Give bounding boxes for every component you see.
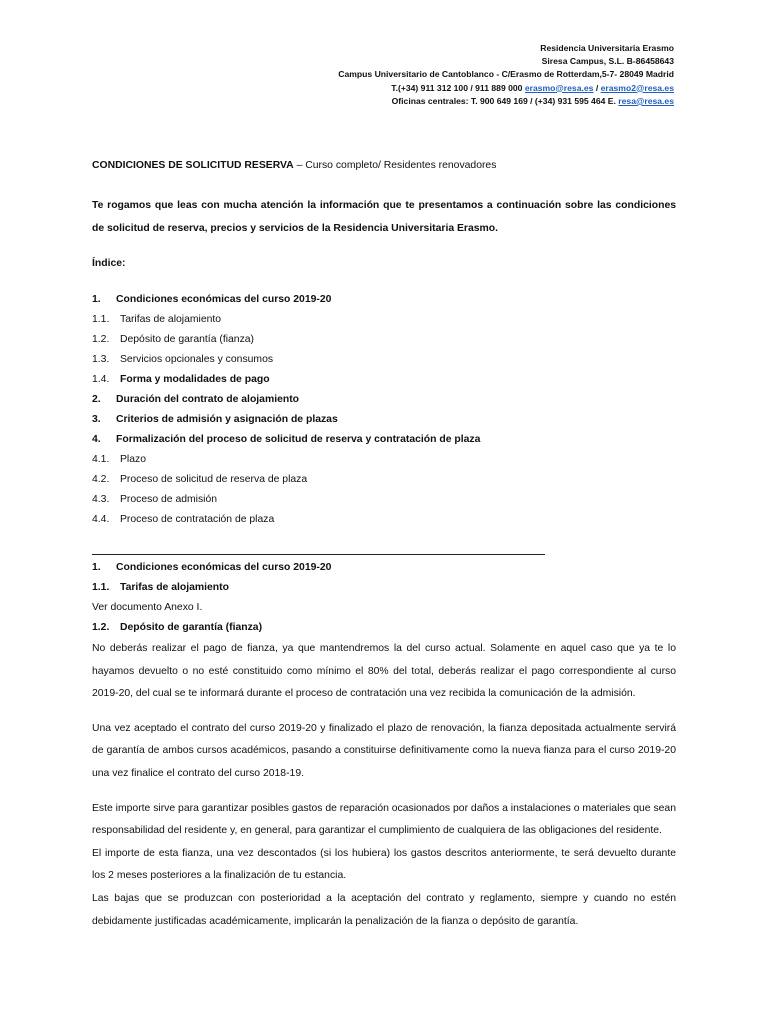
document-title	[92, 156, 676, 176]
document-body	[92, 156, 676, 933]
title-subtitle: – Curso completo/ Residentes renovadores	[293, 160, 497, 171]
toc-item	[92, 390, 676, 410]
paragraph-cancellation-penalty: Las bajas que se produzcan con posterioridad a la aceptación del contrato y reglamento, siempre y cuando no estén debidamente justificadas académicamente, implicarán la penalización de la fianza o depósito de garantía.	[92, 892, 676, 927]
paragraph-deposit-purpose: Este importe sirve para garantizar posibles gastos de reparación ocasionados por daños a instalaciones o materiales que sean responsabilidad del residente y, en general, para garantizar el cumplimiento de cualquiera de las obligaciones del residente.	[92, 802, 676, 837]
section-heading-1-2	[92, 618, 676, 638]
email-link-erasmo2[interactable]: erasmo2@resa.es	[600, 82, 674, 93]
letterhead-address: Campus Universitario de Cantoblanco - C/Erasmo de Rotterdam,5-7- 28049 Madrid	[338, 69, 674, 80]
section-divider	[92, 554, 545, 555]
section-title: Condiciones económicas del curso 2019-20	[116, 562, 332, 573]
toc-label: Duración del contrato de alojamiento	[116, 394, 300, 405]
paragraph-deposit-refund: El importe de esta fianza, una vez descontados (si los hubiera) los gastos descritos anteriormente, te será devuelto durante los 2 meses posteriores a la finalización de tu estancia.	[92, 847, 676, 882]
paragraph-deposit-renewal: Una vez aceptado el contrato del curso 2019-20 y finalizado el plazo de renovación, la fianza depositada actualmente servirá de garantía de ambos cursos académicos, pasando a constituirse definitivamente como la nueva fianza para el curso 2019-20 una vez finalice el contrato del curso 2018-19.	[92, 722, 676, 779]
toc-label: Proceso de admisión	[120, 494, 218, 505]
letterhead	[338, 42, 674, 108]
section-heading-1-1	[92, 578, 676, 598]
toc-label: Criterios de admisión y asignación de plazas	[116, 414, 338, 425]
toc-label: Forma y modalidades de pago	[120, 374, 270, 385]
toc-item	[92, 410, 676, 430]
toc-item	[92, 490, 676, 510]
toc-number: 1.3.	[92, 354, 110, 365]
central-offices-text: Oficinas centrales: T. 900 649 169 / (+34) 931 595 464 E.	[391, 95, 619, 106]
letterhead-name: Residencia Universitaria Erasmo	[540, 43, 674, 53]
toc-number: 3.	[92, 414, 101, 425]
toc-number: 4.3.	[92, 494, 110, 505]
toc-number: 1.4.	[92, 374, 110, 385]
section-number: 1.1.	[92, 582, 110, 593]
title-main: CONDICIONES DE SOLICITUD RESERVA	[92, 160, 294, 171]
toc-number: 1.2.	[92, 334, 110, 345]
toc-number: 2.	[92, 394, 101, 405]
toc-number: 1.	[92, 294, 101, 305]
toc-item	[92, 330, 676, 350]
toc-item	[92, 290, 676, 310]
toc-label: Plazo	[120, 454, 146, 465]
toc-number: 1.1.	[92, 314, 110, 325]
toc-item	[92, 510, 676, 530]
toc-item	[92, 310, 676, 330]
email-link-erasmo[interactable]: erasmo@resa.es	[524, 82, 594, 93]
section-title: Tarifas de alojamiento	[120, 582, 229, 593]
intro-paragraph: Te rogamos que leas con mucha atención la información que te presentamos a continuación sobre las condiciones de solicitud de reserva, precios y servicios de la Residencia Universitaria Erasmo.	[92, 200, 676, 234]
toc-label: Proceso de solicitud de reserva de plaza	[120, 474, 308, 485]
table-of-contents	[92, 290, 676, 530]
toc-label: Servicios opcionales y consumos	[120, 354, 274, 365]
toc-number: 4.4.	[92, 514, 110, 525]
annex-reference: Ver documento Anexo I.	[92, 602, 203, 613]
toc-label: Formalización del proceso de solicitud de reserva y contratación de plaza	[116, 434, 481, 445]
section-title: Depósito de garantía (fianza)	[120, 622, 263, 633]
toc-item	[92, 370, 676, 390]
section-number: 1.	[92, 562, 101, 573]
letterhead-company: Siresa Campus, S.L. B-86458643	[541, 56, 674, 67]
toc-item	[92, 430, 676, 450]
letterhead-phones	[338, 82, 674, 95]
toc-number: 4.2.	[92, 474, 110, 485]
toc-item	[92, 450, 676, 470]
toc-label: Depósito de garantía (fianza)	[120, 334, 255, 345]
toc-label: Tarifas de alojamiento	[120, 314, 222, 325]
toc-item	[92, 350, 676, 370]
toc-label: Proceso de contratación de plaza	[120, 514, 275, 525]
section-heading-1	[92, 558, 676, 578]
paragraph-deposit-payment: No deberás realizar el pago de fianza, ya que mantendremos la del curso actual. Solamente en aquel caso que ya te lo hayamos devuelto o no esté constituido como mínimo el 80% del total, deberás realizar el pago correspondiente al curso 2019-20, del cual se te informará durante el proceso de contratación una vez recibida la comunicación de la admisión.	[92, 643, 676, 700]
toc-item	[92, 470, 676, 490]
toc-number: 4.1.	[92, 454, 110, 465]
toc-number: 4.	[92, 434, 101, 445]
email-separator: /	[593, 82, 601, 93]
email-link-resa[interactable]: resa@resa.es	[618, 95, 674, 106]
index-heading: Índice:	[92, 258, 126, 269]
toc-label: Condiciones económicas del curso 2019-20	[116, 294, 332, 305]
letterhead-central-offices	[338, 95, 674, 108]
section-number: 1.2.	[92, 622, 110, 633]
phones-text: T.(+34) 911 312 100 / 911 889 000	[391, 82, 525, 93]
